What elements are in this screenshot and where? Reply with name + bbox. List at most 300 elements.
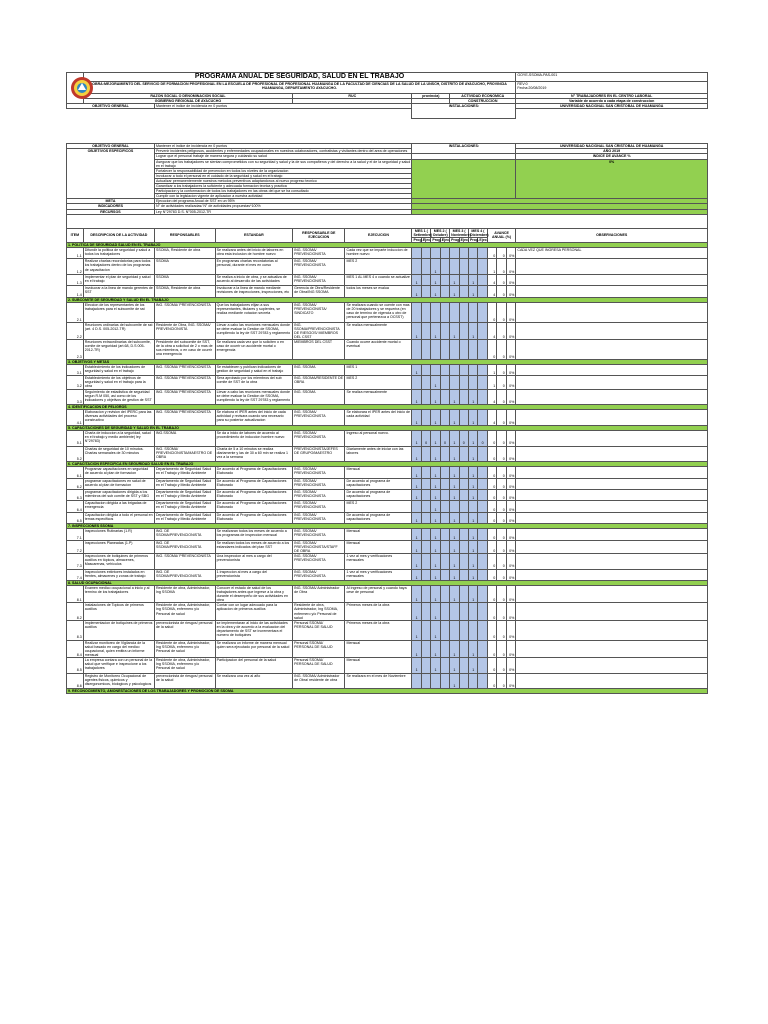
row-descripcion: Charlas de seguridad de 10 minutos. Charlas semanales de 30 minutos: [83, 446, 154, 462]
month-cell: [440, 640, 449, 657]
avance-cell: 0%: [506, 490, 516, 501]
row-descripcion: La empresa contara con un personal de la salud que verifique e inspeccione a los trabajadores: [83, 657, 154, 673]
row-responsable-ejecucion: Gerencia de Obra/Residente de Obra/ING SSOMA: [293, 286, 345, 297]
avance-cell: 0: [497, 603, 506, 620]
row-responsable-ejecucion: ING. SSOMA/ PREVENCIONISTA: [293, 529, 345, 540]
month-cell: 1: [412, 389, 421, 405]
fecha: Fecha:20/08/2019: [517, 86, 547, 91]
row-item: 1.1: [67, 247, 84, 258]
avance-cell: 0%: [506, 340, 516, 360]
col-mes3: MES 3 ( Noviembre): [451, 228, 471, 237]
avance-cell: 0%: [506, 322, 516, 339]
row-observaciones: [516, 490, 708, 501]
row-estandar: Se realizara antes del inicio de labores en obra esta inclusion de hombre nuevo: [215, 247, 292, 258]
row-responsable-ejecucion: ING. SSOMA/ PREVENCIONISTA/STAFF DE OBRA: [293, 540, 345, 553]
avance-cell: 1: [487, 259, 496, 275]
month-cell: [421, 376, 430, 389]
month-cell: [421, 553, 430, 569]
month-cell: [440, 512, 449, 523]
instalaciones-value: UNIVERSIDAD NACIONAL SAN CRISTOBAL DE HUAMANGA: [516, 104, 708, 109]
row-descripcion: Capacitacion dirigida a todo el personal en temas especificos: [83, 512, 154, 523]
month-cell: 1: [469, 490, 478, 501]
col-mes4: MES 4 ( Diciembre): [470, 228, 489, 237]
month-cell: [440, 569, 449, 580]
col-prog: Prog.: [451, 237, 461, 242]
month-cell: 1: [469, 540, 478, 553]
month-cell: [469, 302, 478, 322]
table-row: [67, 490, 708, 501]
row-item: 6.1: [67, 467, 84, 478]
avance-cell: 0%: [506, 529, 516, 540]
month-cell: 0: [478, 430, 487, 446]
row-estandar: Participacion del personal de la salud: [215, 657, 292, 673]
month-cell: 1: [469, 529, 478, 540]
row-responsables: ING. SSOMA/ PREVENCIONISTA/MAESTRO DE OBRA: [154, 446, 215, 462]
month-cell: [421, 302, 430, 322]
row-item: 7.3: [67, 553, 84, 569]
month-cell: [440, 364, 449, 375]
table-row: [67, 640, 708, 657]
avance-cell: 0%: [506, 364, 516, 375]
col-avance: AVANCE ANUAL (%): [487, 228, 516, 242]
month-cell: [459, 529, 468, 540]
row-estandar: En programas charlas recordatorias al personal, durante el mes en curso: [215, 259, 292, 275]
month-cell: [459, 247, 468, 258]
row-item: 6.4: [67, 501, 84, 512]
row-responsable-ejecucion: ING. SSOMA/ PREVENCIONISTA: [293, 430, 345, 446]
month-cell: [421, 467, 430, 478]
row-estandar: Se elabora el IPER antes del inicio de cada actividad y revisara cuando sea necesario para su posterior actualizacion: [215, 410, 292, 426]
table-row: [67, 569, 708, 580]
objetivo-especifico: Prevenir incidentes peligrosos, accidentes y enfermedades ocupacionales en nuestros colaboradores, contratistas y visitantes dentro del area de operaciones: [154, 149, 412, 154]
row-ejecucion: Diariamente antes de iniciar con las labores: [345, 446, 412, 462]
month-cell: [478, 259, 487, 275]
month-cell: [440, 501, 449, 512]
month-cell: [440, 410, 449, 426]
month-cell: [421, 569, 430, 580]
avance-cell: 0: [487, 430, 496, 446]
row-estandar: Se realizan todos los meses de acuerdo a los estandares indicados del plan SST: [215, 540, 292, 553]
month-cell: 1: [469, 389, 478, 405]
month-cell: 1: [469, 430, 478, 446]
month-cell: [459, 274, 468, 285]
row-item: 1.4: [67, 286, 84, 297]
avance-cell: 0: [497, 389, 506, 405]
row-observaciones: [516, 302, 708, 322]
row-responsable-ejecucion: Personal SSOMA/ PERSONAL DE SALUD: [293, 640, 345, 657]
month-cell: 1: [412, 620, 421, 640]
avance-cell: 0: [487, 490, 496, 501]
row-ejecucion: MES 2: [345, 501, 412, 512]
month-cell: [421, 322, 430, 339]
avance-cell: 0: [487, 673, 496, 689]
month-cell: [440, 540, 449, 553]
row-item: 3.1: [67, 364, 84, 375]
row-item: 7.1: [67, 529, 84, 540]
month-cell: 1: [450, 274, 459, 285]
avance-cell: 0%: [506, 569, 516, 580]
month-cell: [478, 640, 487, 657]
month-cell: 1: [450, 467, 459, 478]
month-cell: 1: [469, 553, 478, 569]
section-title: 3. OBJETIVOS Y METAS: [67, 359, 708, 364]
month-cell: [440, 603, 449, 620]
month-cell: 1: [431, 529, 440, 540]
row-estandar: Se realizara un informe de manera mensual quien sera ejecutado por personal de la salud: [215, 640, 292, 657]
month-cell: 1: [450, 410, 459, 426]
table-row: [67, 586, 708, 603]
row-observaciones: [516, 286, 708, 297]
month-cell: [431, 673, 440, 689]
table-row: [67, 540, 708, 553]
row-descripcion: Involucrar a la linea de mando gerentes de SST: [83, 286, 154, 297]
row-descripcion: Eleccion de los representantes de los trabajadores para el subcomite de sst: [83, 302, 154, 322]
month-cell: 1: [431, 376, 440, 389]
month-cell: 1: [450, 322, 459, 339]
month-cell: [469, 247, 478, 258]
avance-cell: 0%: [506, 302, 516, 322]
objetivo-especifico: Fortalecer la responsabilidad de prevencion en todos los niveles de la organizacion: [154, 168, 412, 173]
month-cell: 1: [450, 512, 459, 523]
row-estandar: De acuerdo al Programa de Capacitaciones Elaborado: [215, 478, 292, 489]
month-cell: [459, 410, 468, 426]
row-observaciones: [516, 529, 708, 540]
row-observaciones: [516, 640, 708, 657]
table-row: [67, 286, 708, 297]
month-cell: 1: [450, 478, 459, 489]
row-responsables: SSOMA, Residente de obra: [154, 247, 215, 258]
section-title: 1. POLITICA DE SEGURIDAD SALUD EN EL TRABAJO: [67, 242, 708, 247]
month-cell: 1: [412, 586, 421, 603]
col-ejec: Ejec.: [479, 237, 488, 242]
row-responsables: ING. SSOMA/ PREVENCIONISTA: [154, 389, 215, 405]
month-cell: [421, 247, 430, 258]
month-cell: 1: [450, 490, 459, 501]
month-cell: [478, 512, 487, 523]
month-cell: 1: [450, 640, 459, 657]
avance-cell: 0%: [506, 286, 516, 297]
table-row: [67, 376, 708, 389]
month-cell: 1: [469, 467, 478, 478]
avance-cell: 0%: [506, 259, 516, 275]
month-cell: [478, 340, 487, 360]
objetivo-general-label: OBJETIVO GENERAL: [67, 104, 155, 109]
col-ejec: Ejec.: [422, 237, 432, 242]
indice-label: INDICE DE AVANCE %: [516, 154, 708, 159]
col-observaciones: OBSERVACIONES: [516, 228, 708, 242]
month-cell: [459, 620, 468, 640]
month-cell: 1: [412, 512, 421, 523]
row-item: 3.2: [67, 376, 84, 389]
recursos-label: RECURSOS: [67, 209, 155, 214]
section-title: 9. RECONOCIMIENTO, AMONESTACIONES DE LOS TRABAJADORES Y PROMOCION DE SSOMA: [67, 689, 708, 694]
avance-cell: 0: [487, 512, 496, 523]
month-cell: [469, 364, 478, 375]
month-cell: 1: [412, 286, 421, 297]
row-responsable-ejecucion: ING. SSOMA/RESIDENTE DE OBRA: [293, 376, 345, 389]
table-row: [67, 620, 708, 640]
row-responsable-ejecucion: ING. SSOMA: [293, 389, 345, 405]
objetivo-general-label: OBJETIVO GENERAL: [67, 144, 155, 149]
month-cell: 1: [431, 512, 440, 523]
row-estandar: Conocer el estado de salud de los trabajadores antes que ingrese a la obra y durante el desempeño de sus actividades en obra: [215, 586, 292, 603]
row-responsables: Departamento de Seguridad Salud en el Trabajo y Medio Ambiente: [154, 512, 215, 523]
row-item: 2.3: [67, 340, 84, 360]
avance-cell: 0: [497, 302, 506, 322]
row-descripcion: Charla de induccion a la seguridad, salud en el trabajo y medio ambiente( ley N°29783): [83, 430, 154, 446]
row-responsables: ING.SSOMA: [154, 430, 215, 446]
ano-value: 2019: [612, 149, 621, 154]
month-cell: 1: [450, 389, 459, 405]
month-cell: 1: [431, 501, 440, 512]
section-title: 8. SALUD OCUPACIONAL: [67, 580, 708, 585]
month-cell: [440, 586, 449, 603]
month-cell: 1: [412, 553, 421, 569]
avance-cell: 0: [487, 640, 496, 657]
row-item: 7.2: [67, 540, 84, 553]
month-cell: [459, 467, 468, 478]
row-responsables: ING. DE SSOMA/PREVENCIONISTA: [154, 529, 215, 540]
avance-cell: 0%: [506, 410, 516, 426]
col-responsable-ejecucion: RESPONSABLE DE EJECUCION: [293, 228, 345, 242]
col-mes1: MES 1 ( Setiembre): [413, 228, 433, 237]
month-cell: [478, 540, 487, 553]
table-row: [67, 673, 708, 689]
row-ejecucion: MES 1: [345, 364, 412, 375]
month-cell: 1: [412, 529, 421, 540]
avance-cell: 0%: [506, 553, 516, 569]
month-cell: 1: [431, 322, 440, 339]
row-descripcion: Elaboracion y revision del IPERC para las diversas actividades del proceso constructivo: [83, 410, 154, 426]
avance-cell: 0: [497, 673, 506, 689]
table-row: [67, 247, 708, 258]
row-estandar: Sera aprobado por los miembros del sub comite de SST de la obra: [215, 376, 292, 389]
avance-cell: 0: [487, 540, 496, 553]
month-cell: [478, 364, 487, 375]
row-estandar: Que los trabajadores elijan a sus representantes, titulares y suplentes, se realiza mediante votacion secreta: [215, 302, 292, 322]
month-cell: [459, 478, 468, 489]
table-row: [67, 446, 708, 462]
avance-cell: 0%: [506, 540, 516, 553]
table-row: [67, 553, 708, 569]
month-cell: [412, 259, 421, 275]
table-row: [67, 302, 708, 322]
avance-cell: 0%: [506, 247, 516, 258]
col-ejec: Ejec.: [460, 237, 469, 242]
table-row: [67, 389, 708, 405]
row-item: 8.5: [67, 657, 84, 673]
row-responsables: ING. SSOMA/ PREVENCIONISTA: [154, 376, 215, 389]
month-cell: 0: [440, 430, 449, 446]
row-ejecucion: Mensual: [345, 529, 412, 540]
month-cell: [440, 302, 449, 322]
row-responsable-ejecucion: ING. SSOMA/ PREVENCIONISTA: [293, 553, 345, 569]
table-row: [67, 529, 708, 540]
avance-cell: 0: [497, 322, 506, 339]
month-cell: [412, 673, 421, 689]
meta-label: META: [67, 199, 155, 204]
row-item: 3.3: [67, 389, 84, 405]
row-observaciones: [516, 657, 708, 673]
col-ejec: Ejec.: [441, 237, 451, 242]
month-cell: [421, 657, 430, 673]
month-cell: 1: [431, 569, 440, 580]
month-cell: [412, 247, 421, 258]
month-cell: [421, 540, 430, 553]
avance-cell: 0: [487, 478, 496, 489]
month-cell: [450, 603, 459, 620]
row-responsables: SSOMA: [154, 259, 215, 275]
row-ejecucion: Mensual: [345, 467, 412, 478]
row-ejecucion: De acuerdo al programa de capacitaciones: [345, 478, 412, 489]
row-estandar: Se establecen y publican indicadores de gestion de seguridad y salud en el trabajo: [215, 364, 292, 375]
month-cell: [478, 529, 487, 540]
month-cell: [478, 302, 487, 322]
avance-cell: 0: [487, 446, 496, 462]
table-row: [67, 603, 708, 620]
month-cell: 1: [469, 446, 478, 462]
row-ejecucion: todos los meses se evalua: [345, 286, 412, 297]
row-responsables: ING. DE SSOMA/PREVENCIONISTA: [154, 540, 215, 553]
row-estandar: De acuerdo al Programa de Capacitaciones Elaborado: [215, 467, 292, 478]
month-cell: [478, 389, 487, 405]
objetivo-especifico: Cumplir con la legislacion vigente de aplicacion a nuestra actividad: [154, 194, 412, 199]
table-row: [67, 259, 708, 275]
month-cell: [459, 540, 468, 553]
row-observaciones: [516, 340, 708, 360]
avance-cell: 0: [497, 501, 506, 512]
month-cell: [478, 446, 487, 462]
row-responsable-ejecucion: ING. SSOMA/ PREVENCIONISTA: [293, 490, 345, 501]
row-item: 6.2: [67, 478, 84, 489]
month-cell: [421, 274, 430, 285]
row-observaciones: [516, 467, 708, 478]
month-cell: [421, 446, 430, 462]
row-observaciones: [516, 274, 708, 285]
month-cell: [450, 340, 459, 360]
avance-cell: 0: [487, 657, 496, 673]
row-descripcion: Reuniones ordinarias del subcomite de sst (art. 4 D.S. 005-2012-TR): [83, 322, 154, 339]
page-title: PROGRAMA ANUAL DE SEGURIDAD, SALUD EN EL TRABAJO: [83, 73, 516, 82]
col-estandar: ESTANDAR: [215, 228, 292, 242]
objetivo-general: Mantener el indice de incidencia en 0 puntos: [154, 144, 412, 149]
row-responsables: Residente de obra, Administrador, Ing SSOMA, enfermero y/o Personal de salud: [154, 657, 215, 673]
month-cell: 1: [412, 603, 421, 620]
row-responsables: Residente de Obra, ING. SSOMA/ PREVENCIONISTA: [154, 322, 215, 339]
table-row: [67, 467, 708, 478]
month-cell: 1: [469, 657, 478, 673]
month-cell: [450, 247, 459, 258]
avance-cell: 0: [497, 586, 506, 603]
month-cell: [421, 478, 430, 489]
month-cell: [459, 490, 468, 501]
row-descripcion: Inspecciones Planeadas (1.P): [83, 540, 154, 553]
month-cell: [478, 673, 487, 689]
avance-cell: 0: [497, 467, 506, 478]
row-responsable-ejecucion: ING. SSOMA/ PREVENCIONISTA: [293, 259, 345, 275]
trabajadores-value: Variable de acuerdo a cada etapa de construccion: [516, 99, 708, 104]
avance-cell: 0%: [506, 376, 516, 389]
row-observaciones: [516, 512, 708, 523]
month-cell: [459, 569, 468, 580]
month-cell: [478, 553, 487, 569]
row-observaciones: CADA VEZ QUE INGRESA PERSONAL: [516, 247, 708, 258]
avance-cell: 4: [487, 286, 496, 297]
month-cell: [478, 376, 487, 389]
row-responsable-ejecucion: ING. SSOMA/ PREVENCIONISTA: [293, 410, 345, 426]
avance-cell: 0%: [506, 467, 516, 478]
month-cell: [459, 376, 468, 389]
avance-cell: 0%: [506, 446, 516, 462]
month-cell: [459, 553, 468, 569]
row-descripcion: Realizar charlas recordatorias para todos los trabajadores dentro de los programas de capacitacion: [83, 259, 154, 275]
row-observaciones: [516, 322, 708, 339]
row-estandar: Charla de 5 a 10 minutos se realiza diariamente y las de 30 a 60 min se realiza 1 vez a la semana: [215, 446, 292, 462]
row-estandar: 1 inspeccion al mes a cargo del prevencionista: [215, 569, 292, 580]
row-item: 5.2: [67, 446, 84, 462]
row-descripcion: Instalaciones de Topicos de primeros auxilios: [83, 603, 154, 620]
row-item: 2.2: [67, 322, 84, 339]
month-cell: [412, 376, 421, 389]
month-cell: [431, 302, 440, 322]
row-responsable-ejecucion: ING. SSOMA/ PREVENCIONISTA: [293, 512, 345, 523]
row-responsables: ING. SSOMA/ PREVENCIONISTA: [154, 410, 215, 426]
row-estandar: Llevar a cabo las reuniones mensuales donde se debe evaluar la Gestion de SSOMA, cumpliendo la ley de SST 29783 y reglamento: [215, 389, 292, 405]
avance-cell: 0: [497, 553, 506, 569]
avance-cell: 0: [497, 620, 506, 640]
month-cell: [440, 389, 449, 405]
avance-cell: 0%: [506, 673, 516, 689]
row-responsable-ejecucion: ING. SSOMA/ PREVENCIONISTA: [293, 467, 345, 478]
month-cell: [478, 410, 487, 426]
month-cell: 1: [450, 529, 459, 540]
month-cell: 1: [469, 586, 478, 603]
col-ejecucion: EJECUCION: [345, 228, 412, 242]
month-cell: 1: [431, 430, 440, 446]
month-cell: [421, 259, 430, 275]
month-cell: [478, 501, 487, 512]
avance-cell: 0: [497, 376, 506, 389]
avance-cell: 1: [487, 364, 496, 375]
row-descripcion: Programar capacitaciones en seguridad de acuerdo al plan de formacion: [83, 467, 154, 478]
avance-cell: 0: [497, 340, 506, 360]
row-observaciones: [516, 389, 708, 405]
row-estandar: se implementaran al inicio de las actividades en la obra y de acuerdo a la evaluacion del departamento de SST se incrementara el numero de botiquines: [215, 620, 292, 640]
month-cell: [440, 529, 449, 540]
month-cell: 1: [431, 467, 440, 478]
month-cell: [421, 340, 430, 360]
month-cell: 1: [412, 657, 421, 673]
month-cell: [469, 603, 478, 620]
month-cell: [478, 490, 487, 501]
section-title: 7. INSPECCIONES SSOMA: [67, 524, 708, 529]
month-cell: [478, 274, 487, 285]
row-ejecucion: Se realiza mensualmente: [345, 389, 412, 405]
row-item: 5.1: [67, 430, 84, 446]
month-cell: [412, 501, 421, 512]
row-ejecucion: Primeros meses de la obra: [345, 620, 412, 640]
avance-cell: 0: [497, 274, 506, 285]
row-descripcion: Capacitacion dirigida a las brigadas de emergencia: [83, 501, 154, 512]
indicadores-label: INDICADORES: [67, 204, 155, 209]
row-responsables: Departamento de Seguridad Salud en el Trabajo y Medio Ambiente: [154, 490, 215, 501]
col-item: ITEM: [67, 228, 84, 242]
month-cell: 1: [450, 286, 459, 297]
row-observaciones: [516, 376, 708, 389]
avance-cell: 0: [487, 553, 496, 569]
row-responsable-ejecucion: ING. SSOMA/ PREVENCIONISTA: [293, 478, 345, 489]
row-observaciones: [516, 540, 708, 553]
